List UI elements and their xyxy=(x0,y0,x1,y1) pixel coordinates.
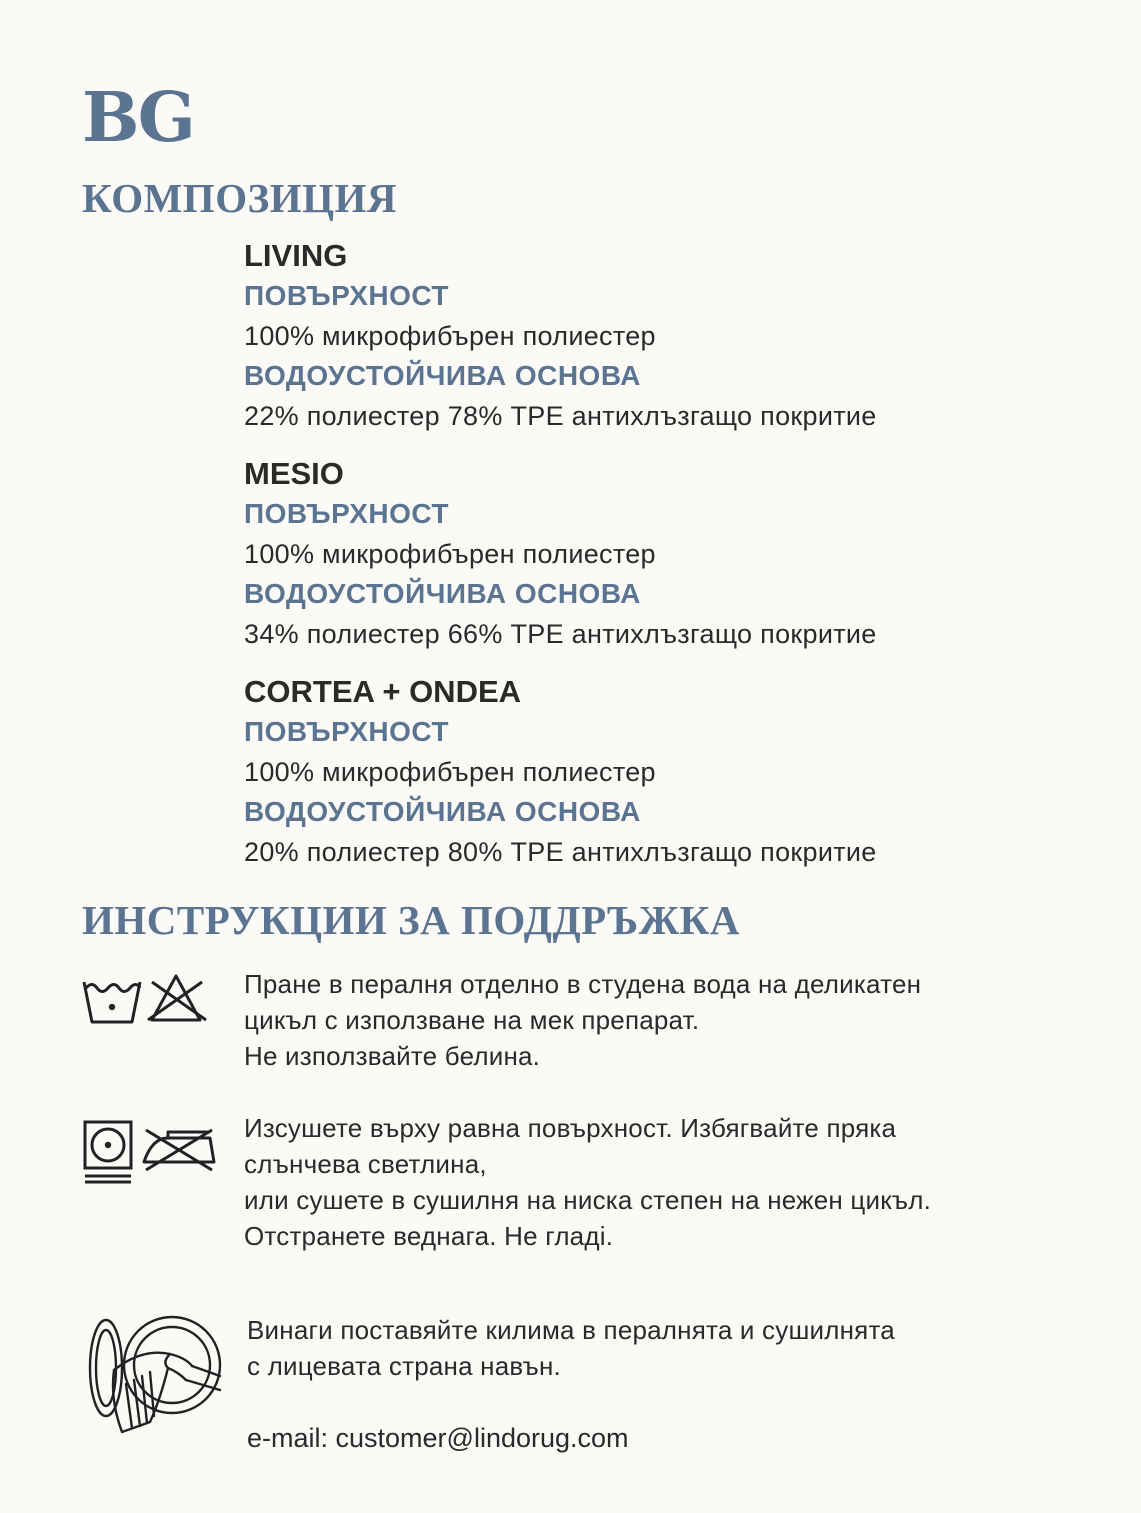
load-icons xyxy=(82,1310,227,1440)
surface-label: ПОВЪРХНОСТ xyxy=(244,280,449,311)
no-bleach-icon xyxy=(148,976,206,1020)
base-label: ВОДОУСТОЙЧИВА ОСНОВА xyxy=(244,578,641,609)
wash-line: Пране в пералня отделно в студена вода на деликатен xyxy=(244,969,922,999)
dry-line: или сушете в сушилня на ниска степен на нежен цикъл. xyxy=(244,1185,932,1215)
load-line: Винаги поставяйте килима в пералнята и сушилнята xyxy=(247,1315,895,1345)
surface-value: 100% микрофибърен полиестер xyxy=(244,321,656,351)
base-label: ВОДОУСТОЙЧИВА ОСНОВА xyxy=(244,360,641,391)
surface-label: ПОВЪРХНОСТ xyxy=(244,498,449,529)
product-name: LIVING xyxy=(244,238,348,273)
dry-icons xyxy=(82,1110,222,1190)
contact-email[interactable]: e-mail: customer@lindorug.com xyxy=(247,1423,629,1453)
wash-line: Не използвайте белина. xyxy=(244,1041,541,1071)
base-value: 34% полиестер 66% TPE антихлъзгащо покритие xyxy=(244,619,877,649)
product-living xyxy=(244,236,1104,436)
dry-line: Изсушете върху равна повърхност. Избягвайте пряка xyxy=(244,1113,897,1143)
care-dry-row xyxy=(82,1110,1082,1260)
language-code: BG xyxy=(82,78,193,158)
product-mesio xyxy=(244,454,1104,654)
wash-30-icon xyxy=(84,982,140,1022)
product-name: CORTEA + ONDEA xyxy=(244,674,522,709)
product-list xyxy=(244,236,1104,890)
surface-label: ПОВЪРХНОСТ xyxy=(244,716,449,747)
surface-value: 100% микрофибърен полиестер xyxy=(244,757,656,787)
care-title: ИНСТРУКЦИИ ЗА ПОДДРЪЖКА xyxy=(82,897,740,943)
wash-line: цикъл с използване на мек препарат. xyxy=(244,1005,700,1035)
washing-machine-loading-icon xyxy=(90,1317,220,1432)
product-name: MESIO xyxy=(244,456,344,491)
base-label: ВОДОУСТОЙЧИВА ОСНОВА xyxy=(244,796,641,827)
load-line: с лицевата страна навън. xyxy=(247,1351,561,1381)
product-cortea-ondea xyxy=(244,672,1104,872)
dry-line: слънчева светлина, xyxy=(244,1149,487,1179)
wash-icons xyxy=(82,966,212,1030)
composition-title: КОМПОЗИЦИЯ xyxy=(82,175,398,221)
load-instructions xyxy=(247,1312,1067,1384)
no-iron-icon xyxy=(144,1130,214,1170)
surface-value: 100% микрофибърен полиестер xyxy=(244,539,656,569)
tumble-dry-low-icon xyxy=(85,1122,131,1182)
dry-instructions xyxy=(244,1110,1064,1254)
base-value: 22% полиестер 78% TPE антихлъзгащо покритие xyxy=(244,401,877,431)
care-wash-row xyxy=(82,966,1082,1076)
dry-line: Отстранете веднага. Не гладi. xyxy=(244,1221,614,1251)
wash-instructions xyxy=(244,966,1064,1074)
base-value: 20% полиестер 80% TPE антихлъзгащо покритие xyxy=(244,837,877,867)
